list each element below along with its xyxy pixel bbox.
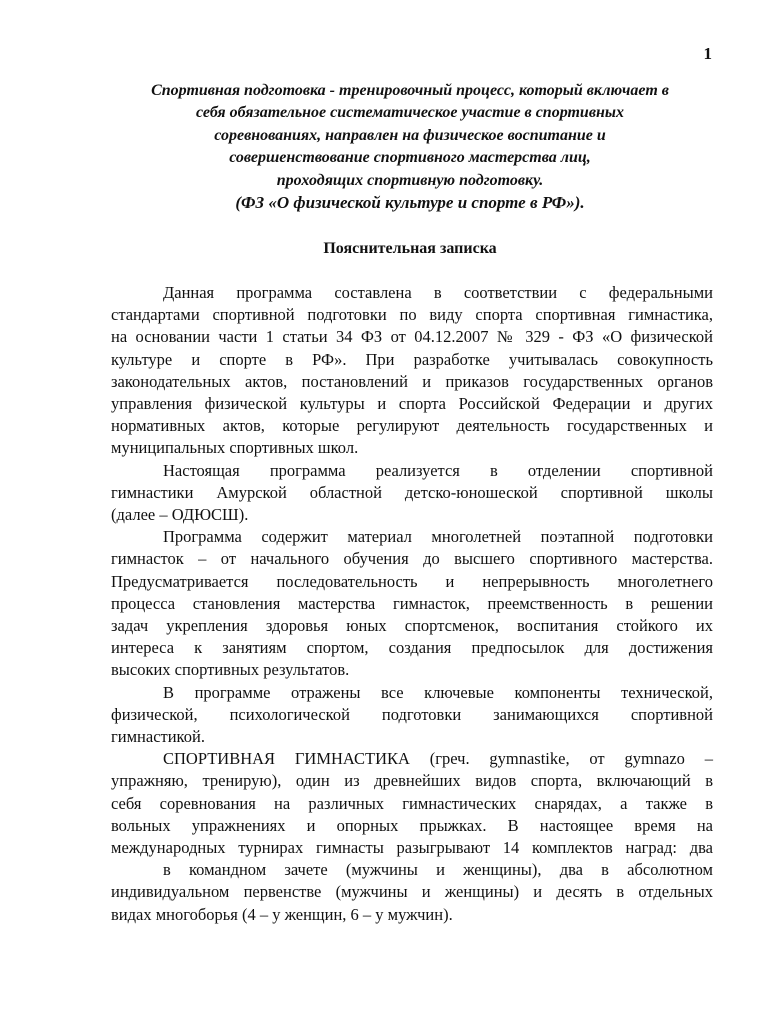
- body-line: (далее – ОДЮСШ).: [111, 505, 249, 525]
- epigraph-source: (ФЗ «О физической культуре и спорте в РФ»).: [235, 193, 585, 213]
- body-line: СПОРТИВНАЯ ГИМНАСТИКА (греч. gymnastike, от gymnazo –: [163, 749, 713, 769]
- body-line: на основании части 1 статьи 34 ФЗ от 04.12.2007 № 329 - ФЗ «О физической: [111, 327, 713, 347]
- body-text: [111, 282, 713, 926]
- body-line: гимнастикой.: [111, 727, 205, 747]
- body-line: Настоящая программа реализуется в отделении спортивной: [163, 460, 713, 480]
- body-line: себя соревнования на различных гимнастических снарядах, а также в: [111, 793, 713, 813]
- body-line: в командном зачете (мужчины и женщины), два в абсолютном: [163, 860, 713, 880]
- body-line: Программа содержит материал многолетней поэтапной подготовки: [163, 527, 713, 547]
- body-line: задач укрепления здоровья юных спортсменок, воспитания стойкого их: [111, 616, 713, 636]
- body-line: В программе отражены все ключевые компоненты технической,: [163, 682, 713, 702]
- body-line: гимнастики Амурской областной детско-юношеской спортивной школы: [111, 482, 713, 502]
- body-line: культуре и спорте в РФ». При разработке учитывалась совокупность: [111, 349, 713, 369]
- epigraph: [100, 80, 720, 214]
- epigraph-line: совершенствование спортивного мастерства лиц,: [229, 149, 591, 167]
- epigraph-line: соревнованиях, направлен на физическое воспитание и: [214, 126, 606, 144]
- section-title: Пояснительная записка: [323, 240, 497, 257]
- body-line: высоких спортивных результатов.: [111, 660, 350, 680]
- body-line: муниципальных спортивных школ.: [111, 438, 359, 458]
- epigraph-line: себя обязательное систематическое участие в спортивных: [196, 104, 624, 122]
- body-line: Данная программа составлена в соответствии с федеральными: [163, 283, 713, 302]
- body-line: физической, психологической подготовки занимающихся спортивной: [111, 704, 713, 724]
- page-number: 1: [703, 44, 712, 63]
- body-line: вольных упражнениях и опорных прыжках. В настоящее время на: [111, 815, 713, 835]
- body-line: нормативных актов, которые регулируют деятельность государственных и: [111, 416, 713, 436]
- body-line: интереса к занятиям спортом, создания предпосылок для достижения: [111, 638, 713, 658]
- body-line: индивидуальном первенстве (мужчины и женщины) и десять в отдельных: [111, 882, 713, 902]
- body-line: законодательных актов, постановлений и приказов государственных органов: [111, 371, 713, 391]
- body-line: международных турнирах гимнасты разыгрывают 14 комплектов наград: два: [111, 838, 713, 858]
- epigraph-line: Спортивная подготовка - тренировочный процесс, который включает в: [151, 82, 669, 99]
- epigraph-line: проходящих спортивную подготовку.: [276, 171, 544, 189]
- body-line: Предусматривается последовательность и непрерывность многолетнего: [111, 571, 713, 591]
- body-line: упражняю, тренирую), один из древнейших видов спорта, включающий в: [111, 771, 713, 791]
- body-line: управления физической культуры и спорта Российской Федерации и других: [111, 394, 713, 414]
- body-line: процесса становления мастерства гимнасток, преемственность в решении: [111, 593, 713, 613]
- body-line: стандартами спортивной подготовки по виду спорта спортивная гимнастика,: [111, 305, 713, 325]
- body-line: гимнасток – от начального обучения до высшего спортивного мастерства.: [111, 549, 713, 569]
- body-line: видах многоборья (4 – у женщин, 6 – у мужчин).: [111, 904, 453, 924]
